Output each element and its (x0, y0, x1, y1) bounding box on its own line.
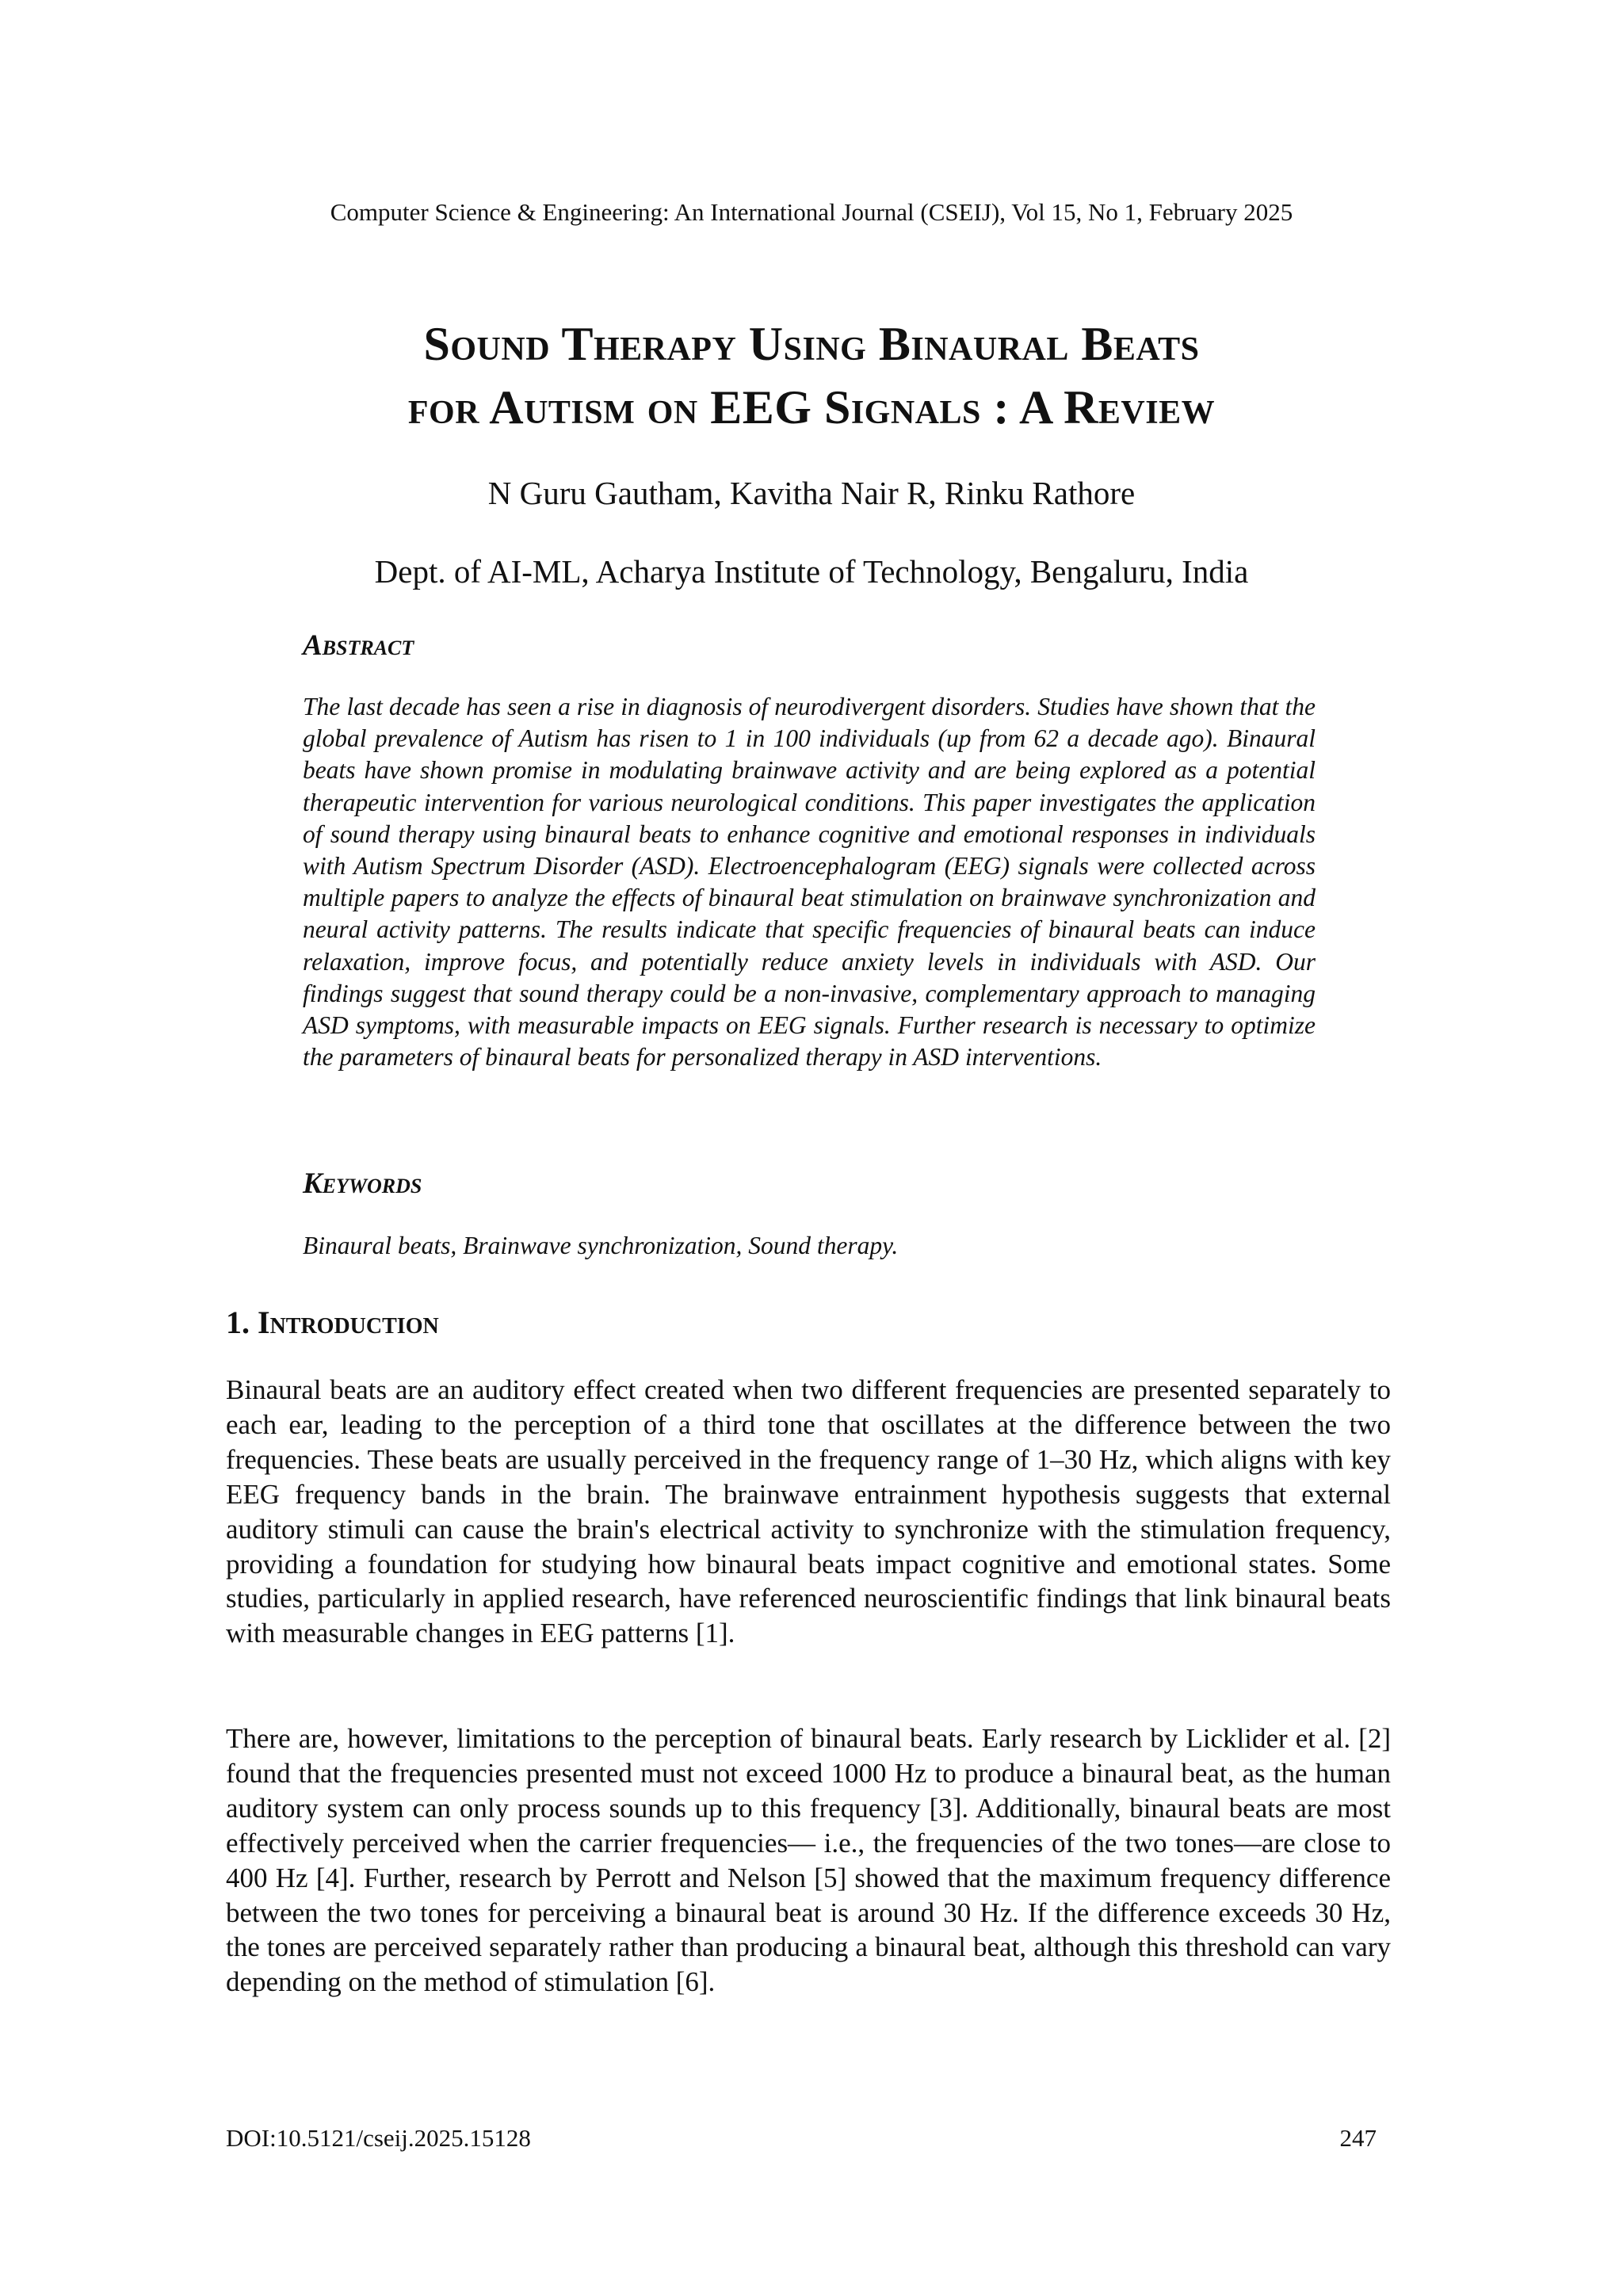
paper-title-line-1: Sound Therapy Using Binaural Beats (423, 318, 1200, 370)
section-heading-introduction: 1. Introduction (226, 1305, 439, 1340)
author-list: N Guru Gautham, Kavitha Nair R, Rinku Rathore (487, 475, 1136, 511)
paper-title-line-2: for Autism on EEG Signals : A Review (407, 381, 1216, 434)
page-number: 247 (1339, 2124, 1377, 2152)
body-paragraph: Binaural beats are an auditory effect created when two different frequencies are presented separately to each ear, leading to the perception of a third tone that oscillates at the difference between the two frequencies. These beats are usually perceived in the frequency range of 1–30 Hz, which aligns with key EEG frequency bands in the brain. The brainwave entrainment hypothesis suggests that external auditory stimuli can cause the brain's electrical activity to synchronize with the stimulation frequency, providing a foundation for studying how binaural beats impact cognitive and emotional states. Some studies, particularly in applied research, have referenced neuroscientific findings that link binaural beats with measurable changes in EEG patterns [1]. (226, 1374, 1391, 1649)
keywords-text: Binaural beats, Brainwave synchronization, Sound therapy. (303, 1232, 899, 1259)
journal-running-header: Computer Science & Engineering: An International Journal (CSEIJ), Vol 15, No 1, February 2025 (330, 198, 1293, 226)
body-paragraph: There are, however, limitations to the perception of binaural beats. Early research by Licklider et al. [2] found that the frequencies presented must not exceed 1000 Hz to produce a binaural beat, as the human auditory system can only process sounds up to this frequency [3]. Additionally, binaural beats are most effectively perceived when the carrier frequencies— i.e., the frequencies of the two tones—are close to 400 Hz [4]. Further, research by Perrott and Nelson [5] showed that the maximum frequency difference between the two tones for perceiving a binaural beat is around 30 Hz. If the difference exceeds 30 Hz, the tones are perceived separately rather than producing a binaural beat, although this threshold can vary depending on the method of stimulation [6]. (226, 1723, 1391, 1998)
keywords-heading: Keywords (303, 1167, 422, 1200)
footer-doi: DOI:10.5121/cseij.2025.15128 (226, 2124, 531, 2152)
abstract-text: The last decade has seen a rise in diagnosis of neurodivergent disorders. Studies have shown that the global prevalence of Autism has risen to 1 in 100 individuals (up from 62 a decade ago). Binaural beats have shown promise in modulating brainwave activity and are being explored as a potential therapeutic intervention for various neurological conditions. This paper investigates the application of sound therapy using binaural beats to enhance cognitive and emotional responses in individuals with Autism Spectrum Disorder (ASD). Electroencephalogram (EEG) signals were collected across multiple papers to analyze the effects of binaural beat stimulation on brainwave synchronization and neural activity patterns. The results indicate that specific frequencies of binaural beats can induce relaxation, improve focus, and potentially reduce anxiety levels in individuals with ASD. Our findings suggest that sound therapy could be a non-invasive, complementary approach to managing ASD symptoms, with measurable impacts on EEG signals. Further research is necessary to optimize the parameters of binaural beats for personalized therapy in ASD interventions. (303, 693, 1316, 1072)
author-affiliation: Dept. of AI-ML, Acharya Institute of Technology, Bengaluru, India (374, 553, 1249, 590)
paper-title (0, 312, 1623, 439)
abstract-heading: Abstract (303, 629, 414, 662)
